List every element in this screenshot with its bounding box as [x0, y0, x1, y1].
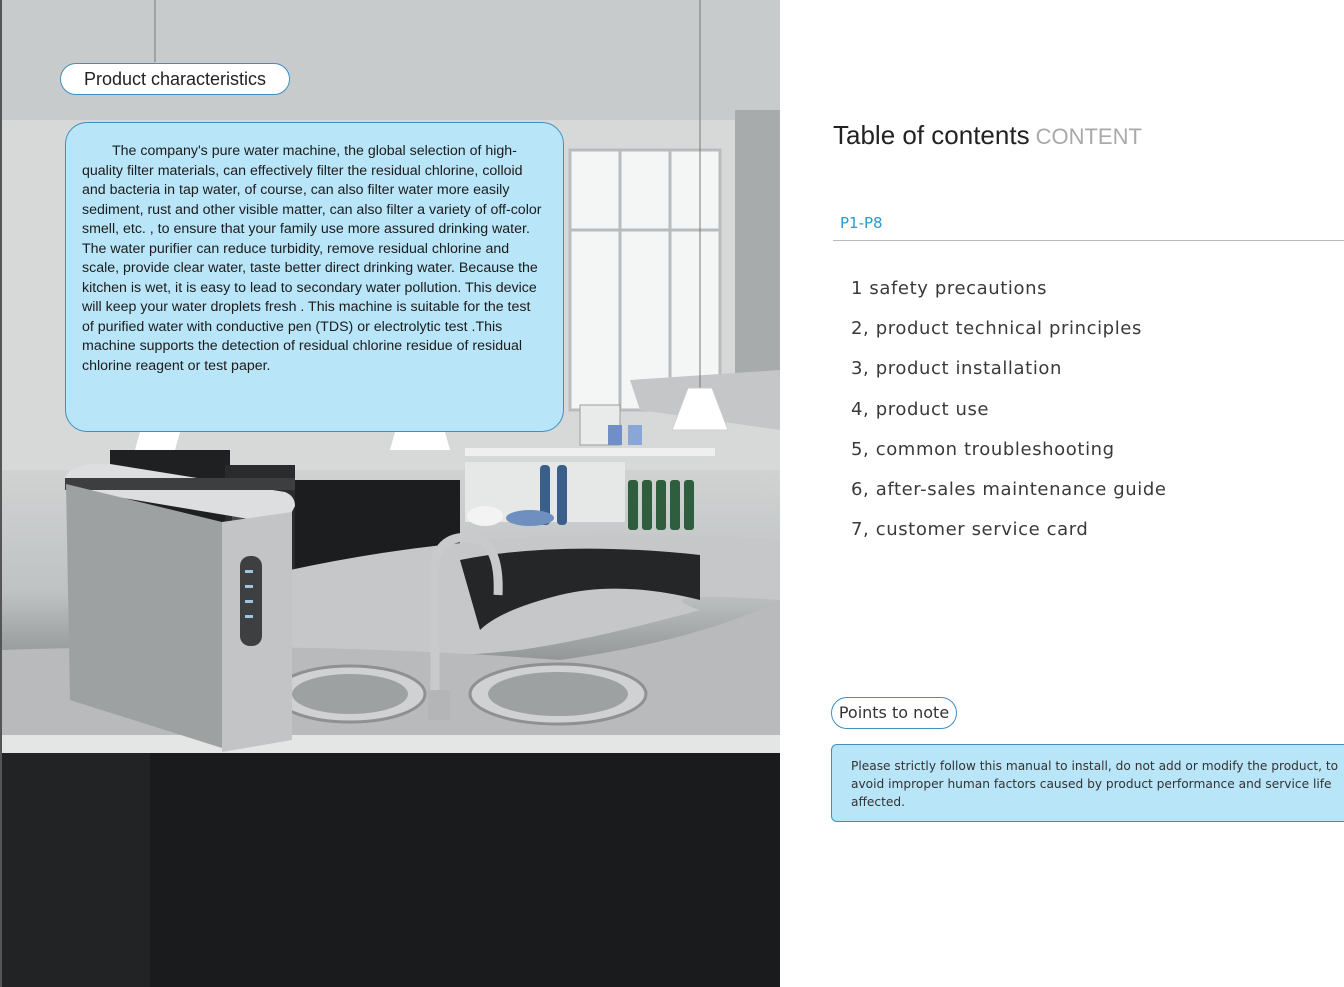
points-to-note-tag: Points to note	[831, 697, 957, 729]
toc-item[interactable]: 4, product use	[851, 398, 990, 420]
note-text: Please strictly follow this manual to install, do not add or modify the product, to avoid improper human factors caused by product performance and service life affected.	[831, 744, 1344, 822]
toc-list	[851, 274, 1167, 555]
toc-item[interactable]: 2, product technical principles	[851, 318, 1142, 340]
toc-item[interactable]: 1 safety precautions	[851, 278, 1048, 299]
toc-item[interactable]: 3, product installation	[851, 358, 1063, 380]
toc-item[interactable]: 5, common troubleshooting	[851, 438, 1115, 460]
product-characteristics-tag: Product characteristics	[60, 63, 290, 95]
toc-title: Table of contents	[833, 120, 1030, 150]
toc-item[interactable]: 6, after-sales maintenance guide	[851, 478, 1167, 500]
page-range: P1-P8	[840, 214, 883, 232]
divider	[833, 240, 1344, 241]
page-edge	[0, 0, 2, 987]
toc-heading	[833, 120, 1142, 151]
product-description: The company's pure water machine, the global selection of high-quality filter materials, can effectively filter the residual chlorine, colloid and bacteria in tap water, of course, can also filter water more easily sediment, rust and other visible matter, can also filter a variety of off-color smell, etc. , to ensure that your family use more assured drinking water. The water purifier can reduce turbidity, remove residual chlorine and scale, provide clear water, taste better direct drinking water. Because the kitchen is wet, it is easy to lead to secondary water pollution. This device will keep your water droplets fresh . This machine is suitable for the test of purified water with conductive pen (TDS) or electrolytic test .This machine supports the detection of residual chlorine residue of residual chlorine reagent or test paper.	[65, 122, 564, 432]
toc-item[interactable]: 7, customer service card	[851, 519, 1089, 541]
toc-subtitle: CONTENT	[1035, 124, 1142, 149]
